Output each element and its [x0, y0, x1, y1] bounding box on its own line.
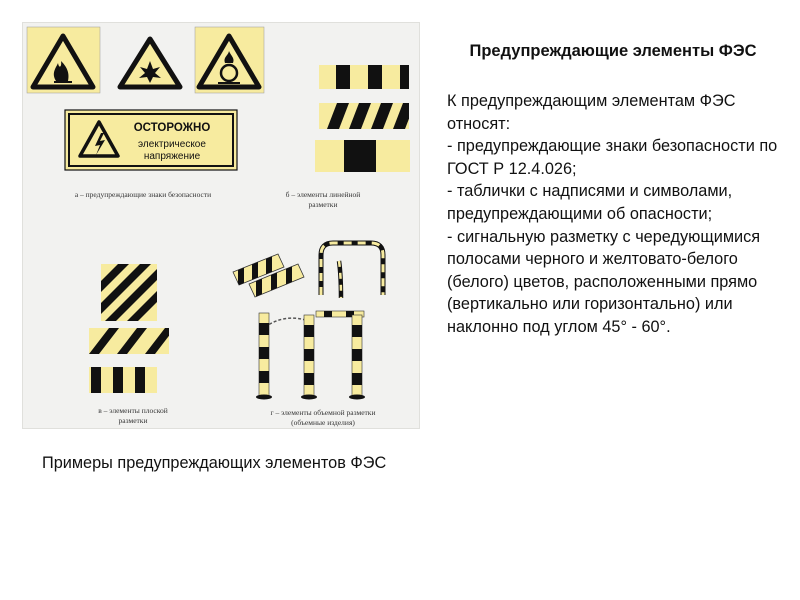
explosive-sign: [120, 39, 180, 87]
flat-marking-diagonal: [89, 328, 203, 354]
figure-caption: Примеры предупреждающих элементов ФЭС: [42, 454, 387, 472]
caption-g-line2: (объемные изделия): [291, 418, 355, 427]
oxidizer-sign: [195, 27, 264, 93]
figure-drawing: [23, 23, 419, 428]
flat-marking-square: [61, 264, 195, 321]
danger-plate: [65, 110, 237, 170]
plate-line-2: напряжение: [143, 151, 201, 162]
striped-posts-with-chain: [256, 311, 365, 400]
flammable-sign: [27, 27, 100, 93]
flat-marking-vertical: [89, 367, 157, 393]
linear-marking-diagonal: [319, 103, 415, 129]
linear-marking-vertical: [319, 65, 409, 89]
slide-body-text: К предупреждающим элементам ФЭС относят: - предупреждающие знаки безопасности по ГОСТ Р 12.4.026; - таблички с надписями и символами, предупреждающими об опасности; - сигнальную разметку с чередующимися полосами черного и желтовато-белого (белого) цветов, расположенными прямо (вертикально или горизонтально) или наклонно под углом 45° - 60°.: [447, 92, 778, 336]
slide-title: Предупреждающие элементы ФЭС: [469, 42, 757, 60]
caption-a: а – предупреждающие знаки безопасности: [74, 190, 212, 199]
caption-v-line1: в – элементы плоской: [98, 406, 168, 415]
plate-warning-word: ОСТОРОЖНО: [133, 122, 211, 134]
caption-v-line2: разметки: [118, 416, 148, 425]
safety-elements-figure: [22, 22, 420, 429]
caption-g-line1: г – элементы объемной разметки: [270, 408, 376, 417]
striped-pipes: [233, 251, 304, 301]
caption-b-line2: разметки: [308, 200, 338, 209]
plate-line-1: электрическое: [138, 139, 206, 150]
u-barrier: [321, 243, 383, 298]
linear-marking-blocks: [315, 140, 410, 172]
caption-b-line1: б – элементы линейной: [285, 190, 361, 199]
